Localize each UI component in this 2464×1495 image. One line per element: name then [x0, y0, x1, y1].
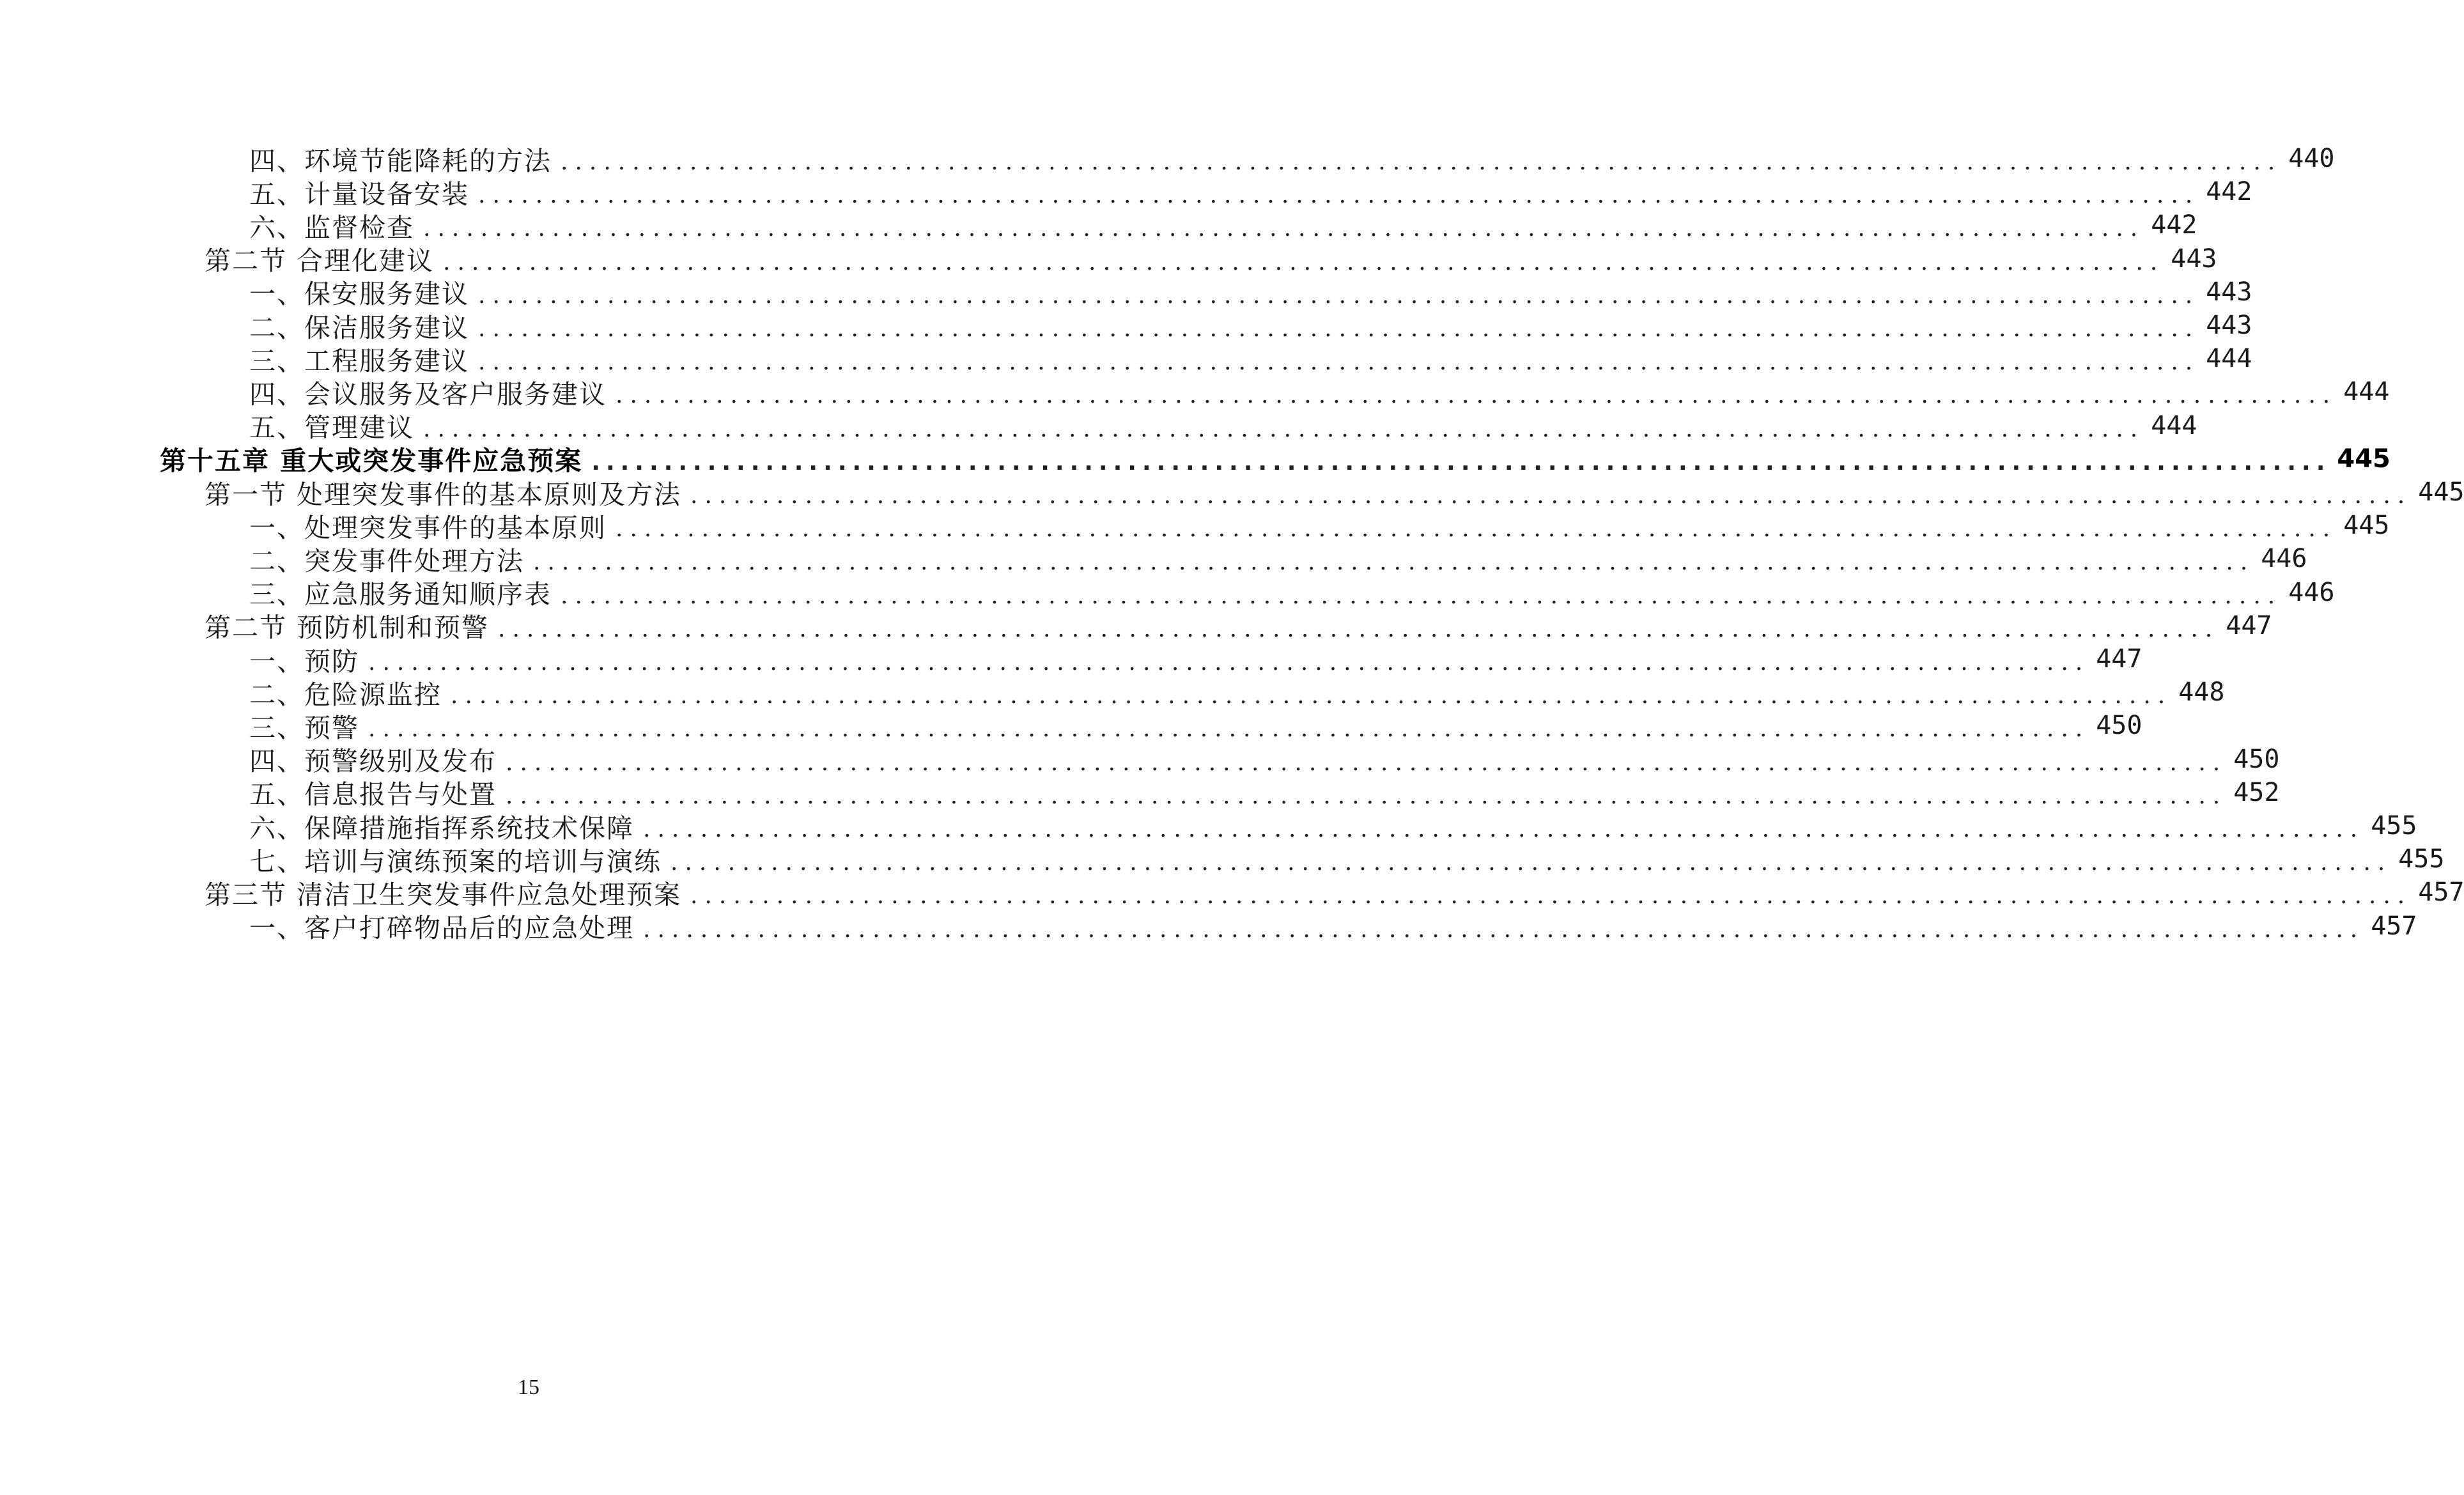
dot-leader: ........................................................................................................................ — [561, 149, 2282, 175]
dot-leader: ........................................................................................................................ — [478, 316, 2200, 342]
toc-entry-page: 443 — [2206, 311, 2252, 340]
toc-entry-title: 一、预防 — [249, 646, 359, 677]
toc-entry-page: 452 — [2233, 777, 2280, 807]
toc-entry-title: 四、预警级别及发布 — [249, 746, 497, 777]
toc-entry-page: 445 — [2337, 444, 2390, 474]
toc-entry-page: 447 — [2096, 644, 2142, 674]
dot-leader: ........................................................................................................................ — [478, 182, 2200, 209]
toc-entry-title: 六、监督检查 — [249, 212, 414, 243]
toc-entry-page: 446 — [2288, 577, 2335, 607]
dot-leader: ........................................................................................................................ — [498, 616, 2220, 642]
dot-leader: ........................................................................................................................ — [368, 716, 2090, 743]
toc-entry-page: 445 — [2418, 477, 2464, 507]
toc-entry-title: 第二节 预防机制和预警 — [205, 612, 490, 644]
toc-entry-title: 四、环境节能降耗的方法 — [249, 145, 552, 176]
dot-leader: ........................................................................................................................ — [506, 749, 2228, 776]
dot-leader: ........................................................................................................................ — [423, 215, 2145, 242]
toc-entry-page: 445 — [2343, 511, 2390, 541]
toc-entry-title: 一、保安服务建议 — [249, 279, 469, 310]
toc-item-entry[interactable] — [249, 905, 2417, 947]
toc-entry-page: 443 — [2171, 244, 2217, 274]
toc-entry-page: 444 — [2343, 377, 2390, 407]
toc-entry-title: 二、突发事件处理方法 — [249, 545, 524, 577]
toc-entry-page: 446 — [2261, 544, 2307, 574]
dot-leader: ........................................................................................................................ — [643, 816, 2365, 842]
toc-entry-page: 448 — [2178, 678, 2225, 708]
dot-leader: ........................................................................................................................ — [443, 249, 2165, 275]
toc-entry-page: 442 — [2151, 210, 2197, 240]
toc-entry-page: 442 — [2206, 177, 2252, 207]
dot-leader: ........................................................................................................................ — [616, 382, 2337, 409]
toc-entry-title: 二、保洁服务建议 — [249, 312, 469, 343]
toc-entry-title: 三、工程服务建议 — [249, 345, 469, 376]
dot-leader: ........................................................................................................................ — [478, 282, 2200, 309]
toc-entry-title: 四、会议服务及客户服务建议 — [249, 378, 607, 410]
dot-leader: ........................................................................................................................ — [506, 782, 2228, 809]
toc-entry-page: 443 — [2206, 277, 2252, 307]
dot-leader: ........................................................................................................................ — [478, 349, 2200, 376]
dot-leader: ........................................................................................................................ — [591, 449, 2331, 476]
toc-entry-title: 三、预警 — [249, 712, 359, 743]
dot-leader: ........................................................................................................................ — [643, 916, 2365, 943]
dot-leader: ........................................................................................................................ — [616, 516, 2337, 543]
toc-entry-title: 二、危险源监控 — [249, 679, 442, 710]
toc-entry-title: 五、计量设备安装 — [249, 178, 469, 210]
toc-entry-page: 447 — [2226, 610, 2272, 640]
dot-leader: ........................................................................................................................ — [423, 415, 2145, 442]
dot-leader: ........................................................................................................................ — [690, 883, 2412, 910]
dot-leader: ........................................................................................................................ — [561, 582, 2282, 609]
toc-entry-page: 440 — [2288, 144, 2335, 173]
toc-entry-page: 455 — [2398, 844, 2445, 874]
dot-leader: ........................................................................................................................ — [690, 483, 2412, 509]
toc-entry-title: 五、信息报告与处置 — [249, 779, 497, 810]
dot-leader: ........................................................................................................................ — [533, 549, 2255, 576]
toc-entry-title: 五、管理建议 — [249, 412, 414, 444]
dot-leader: ........................................................................................................................ — [368, 649, 2090, 676]
toc-entry-page: 444 — [2206, 344, 2252, 374]
toc-entry-title: 三、应急服务通知顺序表 — [249, 579, 552, 610]
page-number: 15 — [518, 1375, 539, 1399]
toc-entry-title: 一、客户打碎物品后的应急处理 — [249, 913, 634, 944]
dot-leader: ........................................................................................................................ — [670, 849, 2392, 876]
toc-entry-title: 七、培训与演练预案的培训与演练 — [249, 846, 662, 877]
toc-entry-title: 第十五章 重大或突发事件应急预案 — [160, 445, 583, 477]
toc-entry-title: 一、处理突发事件的基本原则 — [249, 512, 607, 543]
toc-entry-page: 450 — [2233, 744, 2280, 774]
toc-entry-page: 444 — [2151, 410, 2197, 440]
toc-entry-page: 455 — [2371, 811, 2417, 840]
toc-entry-page: 457 — [2371, 911, 2417, 941]
toc-entry-title: 第一节 处理突发事件的基本原则及方法 — [205, 479, 682, 510]
toc-entry-title: 第二节 合理化建议 — [205, 245, 435, 277]
toc-entry-page: 457 — [2418, 878, 2464, 908]
toc-entry-page: 450 — [2096, 711, 2142, 741]
toc-entry-title: 六、保障措施指挥系统技术保障 — [249, 812, 634, 844]
toc-entry-title: 第三节 清洁卫生突发事件应急处理预案 — [205, 879, 682, 910]
dot-leader: ........................................................................................................................ — [451, 683, 2173, 709]
